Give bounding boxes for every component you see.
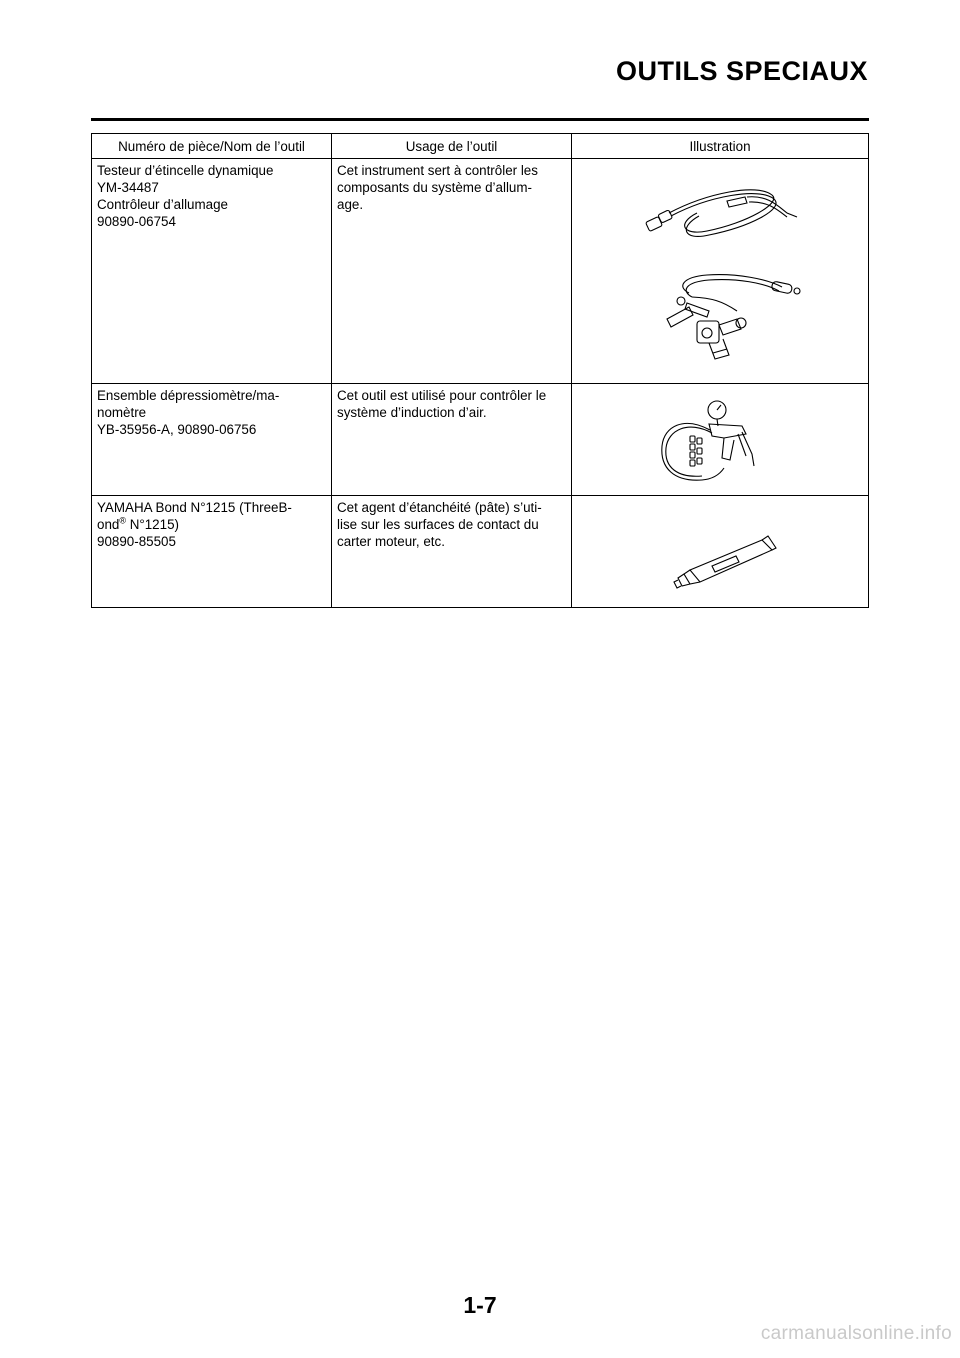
part-name-line: nomètre — [97, 405, 147, 420]
usage-line: composants du système d’allum- — [337, 180, 532, 195]
usage-line: Cet instrument sert à contrôler les — [337, 163, 538, 178]
part-name-line: YAMAHA Bond N°1215 (ThreeB- — [97, 500, 292, 515]
page-title: OUTILS SPECIAUX — [615, 56, 868, 86]
usage-line: carter moteur, etc. — [337, 534, 445, 549]
usage-cell — [332, 384, 572, 496]
part-name-line: Ensemble dépressiomètre/ma- — [97, 388, 280, 403]
part-name-text: N°1215) — [125, 517, 179, 532]
spark-tester-icon — [637, 183, 802, 383]
usage-line: age. — [337, 197, 364, 212]
usage-line: système d’induction d’air. — [337, 405, 487, 420]
usage-line: Cet agent d’étanchéité (pâte) s’uti- — [337, 500, 542, 515]
part-name-line: 90890-06754 — [97, 214, 176, 229]
part-name-cell — [92, 159, 332, 384]
part-name-line: Testeur d’étincelle dynamique — [97, 163, 274, 178]
table-row — [92, 384, 869, 496]
illustration-cell — [572, 384, 869, 496]
header-usage: Usage de l’outil — [332, 134, 572, 159]
usage-line: lise sur les surfaces de contact du — [337, 517, 539, 532]
part-name-cell — [92, 496, 332, 608]
part-name-line: 90890-85505 — [97, 534, 176, 549]
sealant-tube-icon — [672, 526, 782, 596]
special-tools-table — [91, 133, 869, 608]
table-row — [92, 159, 869, 384]
title-rule — [91, 118, 869, 121]
watermark: carmanualsonline.info — [760, 1323, 952, 1344]
usage-cell — [332, 496, 572, 608]
illustration-cell — [572, 159, 869, 384]
part-name-line: Contrôleur d’allumage — [97, 197, 229, 212]
usage-cell — [332, 159, 572, 384]
part-name-line: YM-34487 — [97, 180, 159, 195]
table-row — [92, 496, 869, 608]
header-part-name: Numéro de pièce/Nom de l’outil — [92, 134, 332, 159]
table-header-row — [92, 134, 869, 159]
vacuum-gauge-icon — [654, 396, 774, 496]
part-name-cell — [92, 384, 332, 496]
illustration-cell — [572, 496, 869, 608]
usage-line: Cet outil est utilisé pour contrôler le — [337, 388, 547, 403]
registered-mark: ® — [119, 515, 126, 526]
part-name-text: ond — [97, 517, 120, 532]
part-name-line: YB-35956-A, 90890-06756 — [97, 422, 257, 437]
page-number: 1-7 — [463, 1292, 497, 1318]
part-name-line — [97, 516, 327, 533]
header-illustration: Illustration — [572, 134, 869, 159]
